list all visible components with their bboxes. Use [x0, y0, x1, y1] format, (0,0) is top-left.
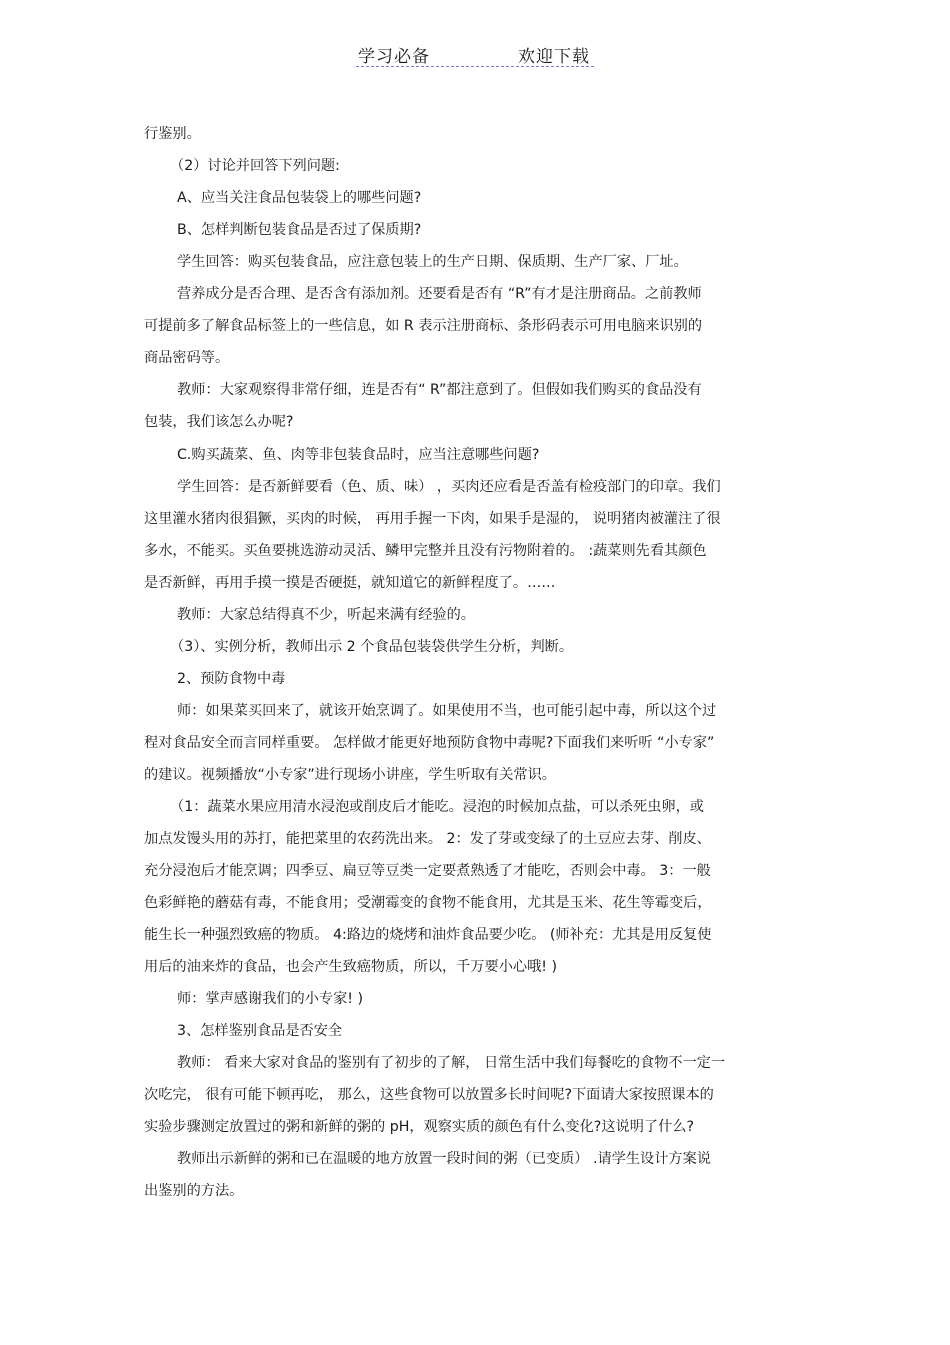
text-line: 次吃完， 很有可能下顿再吃， 那么，这些食物可以放置多长时间呢?下面请大家按照课本的 — [144, 1087, 714, 1103]
text-line: 行鉴别。 — [144, 126, 201, 142]
header-left-text: 学习必备 — [358, 47, 430, 67]
text-line: 这里灌水猪肉很猖獗，买肉的时候， 再用手握一下肉，如果手是湿的， 说明猪肉被灌注了很 — [144, 511, 721, 527]
text-line: （1：蔬菜水果应用清水浸泡或削皮后才能吃。浸泡的时候加点盐，可以杀死虫卵，或 — [170, 799, 704, 815]
page-header — [356, 42, 594, 67]
text-line: 学生回答：购买包装食品，应注意包装上的生产日期、保质期、生产厂家、厂址。 — [177, 254, 688, 270]
text-line: 加点发馒头用的苏打，能把菜里的农药洗出来。 2：发了芽或变绿了的土豆应去芽、削皮、 — [144, 831, 711, 847]
text-line: 出鉴别的方法。 — [144, 1183, 244, 1199]
header-right-text: 欢迎下载 — [518, 47, 590, 67]
text-line: 教师出示新鲜的粥和已在温暖的地方放置一段时间的粥（已变质） .请学生设计方案说 — [177, 1151, 711, 1167]
text-line: 师：掌声感谢我们的小专家! ) — [177, 991, 363, 1007]
text-line: 营养成分是否合理、是否含有添加剂。还要看是否有 “R”有才是注册商品。之前教师 — [177, 286, 702, 302]
text-line: B、怎样判断包装食品是否过了保质期? — [177, 222, 422, 238]
text-line: 的建议。视频播放“小专家”进行现场小讲座，学生听取有关常识。 — [144, 767, 556, 783]
text-line: （2）讨论并回答下列问题: — [170, 158, 340, 174]
text-line: C.购买蔬菜、鱼、肉等非包装食品时，应当注意哪些问题? — [177, 447, 540, 463]
text-line: 商品密码等。 — [144, 350, 230, 366]
text-line: 教师：大家总结得真不少，听起来满有经验的。 — [177, 607, 475, 623]
text-line: 用后的油来炸的食品，也会产生致癌物质，所以，千万要小心哦! ) — [144, 959, 557, 975]
text-line: 学生回答：是否新鲜要看（色、质、味） ，买肉还应看是否盖有检疫部门的印章。我们 — [177, 479, 721, 495]
text-line: 多水，不能买。买鱼要挑选游动灵活、鳞甲完整并且没有污物附着的。 :蔬菜则先看其颜色 — [144, 543, 707, 559]
text-line: 色彩鲜艳的蘑菇有毒，不能食用；受潮霉变的食物不能食用，尤其是玉米、花生等霉变后， — [144, 895, 712, 911]
text-line: 实验步骤测定放置过的粥和新鲜的粥的 pH，观察实质的颜色有什么变化?这说明了什么? — [144, 1119, 694, 1135]
text-line: 充分浸泡后才能烹调；四季豆、扁豆等豆类一定要煮熟透了才能吃，否则会中毒。 3：一般 — [144, 863, 711, 879]
text-line: 教师： 看来大家对食品的鉴别有了初步的了解， 日常生活中我们每餐吃的食物不一定一 — [177, 1055, 726, 1071]
text-line: 能生长一种强烈致癌的物质。 4:路边的烧烤和油炸食品要少吃。 (师补充：尤其是用反复使 — [144, 927, 712, 943]
text-line: 是否新鲜，再用手摸一摸是否硬挺，就知道它的新鲜程度了。…… — [144, 575, 556, 591]
text-line: （3）、实例分析，教师出示 2 个食品包装袋供学生分析，判断。 — [170, 639, 574, 655]
text-line: A、应当关注食品包装袋上的哪些问题? — [177, 190, 422, 206]
text-line: 包装，我们该怎么办呢? — [144, 414, 294, 430]
text-line: 教师：大家观察得非常仔细，连是否有“ R”都注意到了。但假如我们购买的食品没有 — [177, 382, 702, 398]
text-line: 2、预防食物中毒 — [177, 671, 286, 687]
text-line: 程对食品安全而言同样重要。 怎样做才能更好地预防食物中毒呢?下面我们来听听 “小专家” — [144, 735, 715, 751]
text-line: 3、怎样鉴别食品是否安全 — [177, 1023, 343, 1039]
text-line: 可提前多了解食品标签上的一些信息，如 R 表示注册商标、条形码表示可用电脑来识别的 — [144, 318, 703, 334]
text-line: 师：如果菜买回来了，就该开始烹调了。如果使用不当，也可能引起中毒，所以这个过 — [177, 703, 717, 719]
